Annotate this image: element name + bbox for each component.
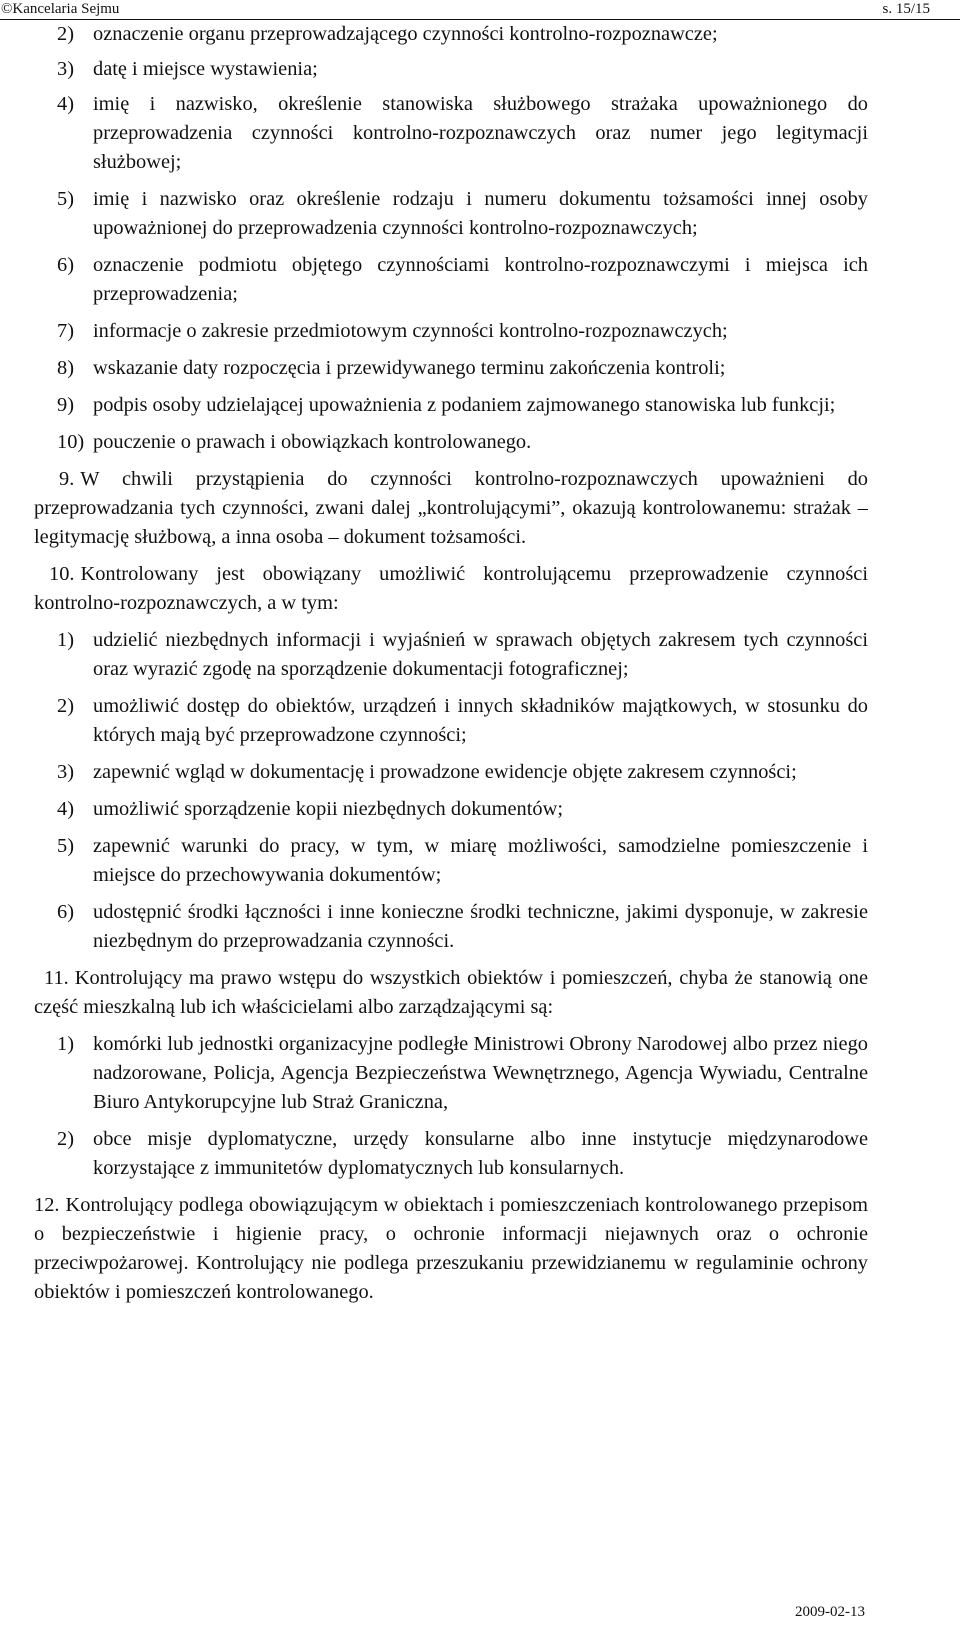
item-text: komórki lub jednostki organizacyjne podległe Ministrowi Obrony Narodowej albo przez niego nadzorowane, Policja, Agencja Bezpieczeństwa Wewnętrznego, Agencja Wywiadu, Centralne Biuro Antykorupcyjne lub Straż Graniczna, [93,1033,868,1113]
list-item [0,55,960,84]
list-item [0,90,960,177]
item-text: imię i nazwisko, określenie stanowiska służbowego strażaka upoważnionego do przeprowadzenia czynności kontrolno-rozpoznawczych oraz numer jego legitymacji służbowej; [93,93,868,173]
list-item [0,317,960,346]
item-number: 9) [57,394,74,416]
page-footer-date: 2009-02-13 [795,1604,865,1620]
paragraph-text: Kontrolujący ma prawo wstępu do wszystkich obiektów i pomieszczeń, chyba że stanowią one część mieszkalną lub ich właścicielami albo zarządzającymi są: [34,967,868,1018]
list-item [0,832,960,890]
list-item [0,428,960,457]
item-text: informacje o zakresie przedmiotowym czynności kontrolno-rozpoznawczych; [93,320,728,342]
paragraph-text: Kontrolowany jest obowiązany umożliwić kontrolującemu przeprowadzenie czynności kontrolno-rozpoznawczych, a w tym: [34,563,868,614]
page-number: s. 15/15 [882,1,930,17]
item-number: 4) [57,93,74,115]
item-text: datę i miejsce wystawienia; [93,58,318,80]
item-text: oznaczenie organu przeprowadzającego czynności kontrolno-rozpoznawcze; [93,23,718,45]
item-text: umożliwić dostęp do obiektów, urządzeń i innych składników majątkowych, w stosunku do których mają być przeprowadzone czynności; [93,695,868,746]
item-text: udzielić niezbędnych informacji i wyjaśnień w sprawach objętych zakresem tych czynności oraz wyrazić zgodę na sporządzenie dokumentacji fotograficznej; [93,629,868,680]
item-number: 8) [57,357,74,379]
paragraph-10 [0,560,960,618]
list-item [0,20,960,49]
list-item [0,898,960,956]
item-text: obce misje dyplomatyczne, urzędy konsularne albo inne instytucje międzynarodowe korzystające z immunitetów dyplomatycznych lub konsularnych. [93,1128,868,1179]
item-number: 1) [57,629,74,651]
item-text: wskazanie daty rozpoczęcia i przewidywanego terminu zakończenia kontroli; [93,357,726,379]
item-number: 7) [57,320,74,342]
item-number: 2) [57,1128,74,1150]
item-number: 2) [57,695,74,717]
list-item [0,1030,960,1117]
item-text: udostępnić środki łączności i inne konieczne środki techniczne, jakimi dysponuje, w zakresie niezbędnym do przeprowadzania czynności. [93,901,868,952]
item-text: pouczenie o prawach i obowiązkach kontrolowanego. [93,431,532,453]
paragraph-text: W chwili przystąpienia do czynności kontrolno-rozpoznawczych upoważnieni do przeprowadzania tych czynności, zwani dalej „kontrolującymi”, okazują kontrolowanemu: strażak – legitymację służbową, a inna osoba – dokument tożsamości. [34,468,868,548]
paragraph-11 [0,964,960,1022]
list-item [0,626,960,684]
paragraph-number: 12. [34,1194,60,1216]
item-number: 3) [57,761,74,783]
item-number: 1) [57,1033,74,1055]
paragraph-number: 9. [59,468,75,490]
item-number: 3) [57,58,74,80]
paragraph-12 [0,1191,960,1307]
item-text: imię i nazwisko oraz określenie rodzaju i numeru dokumentu tożsamości innej osoby upoważnionej do przeprowadzenia czynności kontrolno-rozpoznawczych; [93,188,868,239]
item-number: 5) [57,188,74,210]
paragraph-9 [0,465,960,552]
item-number: 6) [57,901,74,923]
document-body [0,20,960,1307]
item-number: 5) [57,835,74,857]
list-item [0,251,960,309]
item-number: 10) [57,431,85,453]
list-item [0,185,960,243]
list-item [0,758,960,787]
copyright-label: ©Kancelaria Sejmu [1,1,120,17]
item-text: podpis osoby udzielającej upoważnienia z podaniem zajmowanego stanowiska lub funkcji; [93,394,836,416]
item-number: 4) [57,798,74,820]
item-number: 2) [57,23,74,45]
paragraph-number: 10. [49,563,75,585]
list-item [0,692,960,750]
paragraph-text: Kontrolujący podlega obowiązującym w obiektach i pomieszczeniach kontrolowanego przepisom o bezpieczeństwie i higienie pracy, o ochronie informacji niejawnych oraz o ochronie przeciwpożarowej. Kontrolujący nie podlega przeszukaniu przewidzianemu w regulaminie ochrony obiektów i pomieszczeń kontrolowanego. [34,1194,868,1303]
item-text: oznaczenie podmiotu objętego czynnościami kontrolno-rozpoznawczymi i miejsca ich przeprowadzenia; [93,254,868,305]
item-text: umożliwić sporządzenie kopii niezbędnych dokumentów; [93,798,563,820]
item-number: 6) [57,254,74,276]
item-text: zapewnić wgląd w dokumentację i prowadzone ewidencje objęte zakresem czynności; [93,761,797,783]
item-text: zapewnić warunki do pracy, w tym, w miarę możliwości, samodzielne pomieszczenie i miejsce do przechowywania dokumentów; [93,835,868,886]
list-item [0,795,960,824]
list-item [0,354,960,383]
list-item [0,391,960,420]
list-item [0,1125,960,1183]
paragraph-number: 11. [44,967,69,989]
